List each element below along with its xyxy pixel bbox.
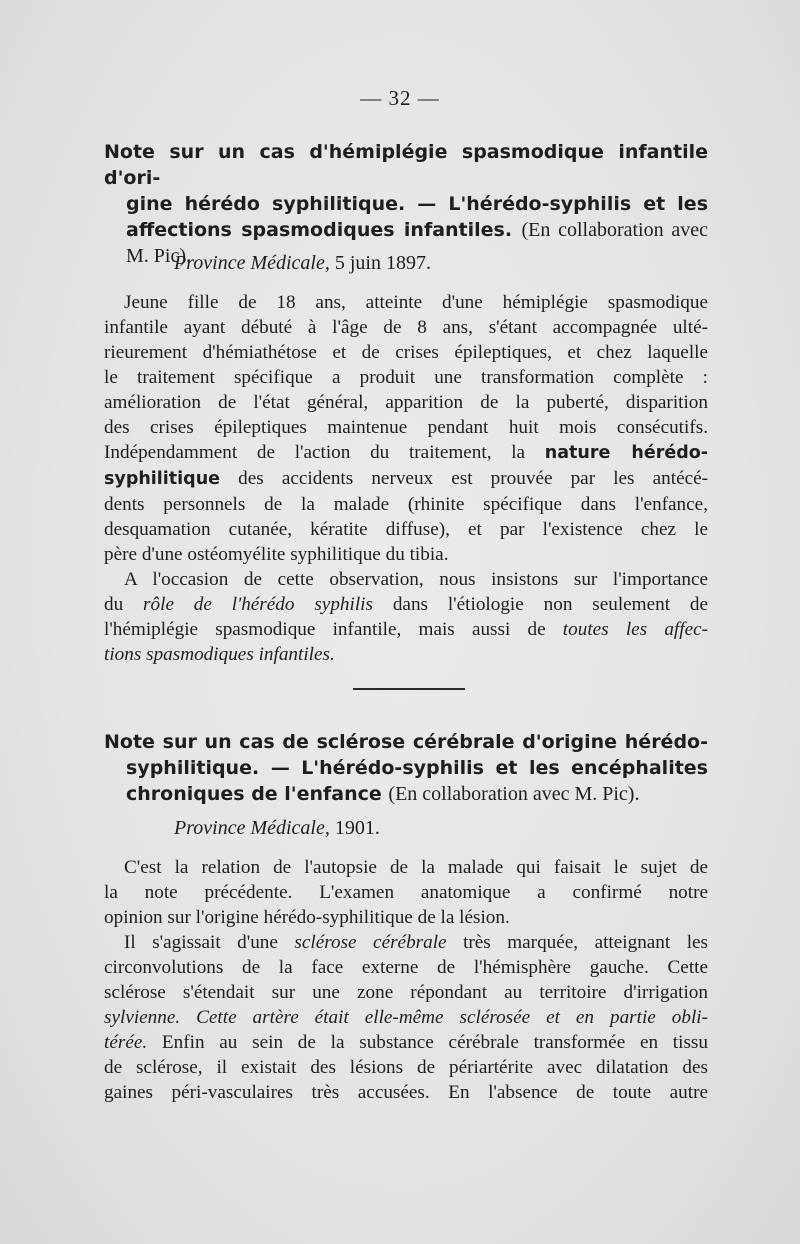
title-line: syphilitique. — L'hérédo-syphilis et les encéphalites	[126, 757, 708, 779]
text-line: circonvolutions de la face externe de l'hémisphère gauche. Cette	[104, 957, 708, 978]
text-line: C'est la relation de l'autopsie de la malade qui faisait le sujet de	[124, 857, 708, 878]
collaboration-note: (En collaboration avec	[521, 219, 709, 241]
page-number: — 32 —	[360, 86, 440, 110]
publication-date: 5 juin 1897.	[334, 252, 431, 274]
text-line	[104, 642, 708, 667]
text-line: térée. Enfin au sein de la substance cérébrale transformée en tissu	[104, 1032, 708, 1053]
text-line: syphilitique des accidents nerveux est prouvée par les antécé-	[104, 468, 709, 489]
text-line: l'hémiplégie spasmodique infantile, mais aussi de toutes les affec-	[104, 619, 708, 640]
journal-name: Province Médicale,	[174, 817, 330, 839]
collaboration-note: (En collaboration avec M. Pic).	[388, 783, 640, 805]
text-line: desquamation cutanée, kératite diffuse), et par l'existence chez le	[104, 519, 708, 540]
title-line: Note sur un cas de sclérose cérébrale d'origine hérédo-	[104, 731, 708, 753]
italic-term: toutes les affec-	[562, 619, 708, 640]
bold-term: nature hérédo-	[544, 443, 709, 463]
text-line: infantile ayant débuté à l'âge de 8 ans, s'étant accompagnée ulté-	[104, 317, 708, 338]
text-line: Il s'agissait d'une sclérose cérébrale très marquée, atteignant les	[124, 932, 709, 953]
text-line: du rôle de l'hérédo syphilis dans l'étiologie non seulement de	[104, 594, 709, 615]
article-2	[104, 729, 708, 807]
text-line: père d'une ostéomyélite syphilitique du tibia.	[104, 544, 449, 565]
text-line	[104, 1005, 708, 1030]
text-line: Jeune fille de 18 ans, atteinte d'une hémiplégie spasmodique	[124, 292, 708, 313]
paragraph	[104, 567, 708, 667]
section-divider	[353, 688, 465, 690]
text-line: amélioration de l'état général, apparition de la puberté, disparition	[104, 392, 708, 413]
title-line: Note sur un cas d'hémiplégie spasmodique infantile d'ori-	[104, 141, 708, 189]
text-line: opinion sur l'origine hérédo-syphilitique de la lésion.	[104, 907, 510, 928]
italic-term: sclérose cérébrale	[294, 932, 447, 953]
paragraph	[104, 930, 708, 1105]
title-line: chroniques de l'enfance	[126, 783, 382, 805]
title-line: gine hérédo syphilitique. — L'hérédo-syphilis et les	[126, 193, 708, 215]
title-line: affections spasmodiques infantiles.	[126, 219, 513, 241]
bold-term: syphilitique	[104, 469, 221, 489]
collaboration-note-end: M. Pic).	[126, 245, 191, 267]
article-2-body	[104, 855, 708, 1105]
text-line: dents personnels de la malade (rhinite spécifique dans l'enfance,	[104, 494, 708, 515]
text-line: gaines péri-vasculaires très accusées. En l'absence de toute autre	[104, 1082, 708, 1103]
text-line: A l'occasion de cette observation, nous insistons sur l'importance	[124, 569, 708, 590]
paragraph	[104, 855, 708, 930]
paragraph	[104, 290, 708, 567]
italic-term: térée.	[104, 1032, 148, 1053]
text-line: des crises épileptiques maintenue pendant huit mois consécutifs.	[104, 417, 708, 438]
text-line: sclérose s'étendait sur une zone répondant au territoire d'irrigation	[104, 982, 708, 1003]
article-1-source	[104, 250, 708, 276]
text-line: le traitement spécifique a produit une transformation complète :	[104, 367, 708, 388]
italic-term: tions spasmodiques infantiles.	[104, 644, 335, 665]
article-2-title	[104, 729, 708, 807]
text-line: Indépendamment de l'action du traitement, la nature hérédo-	[104, 442, 709, 463]
text-line: de sclérose, il existait des lésions de périartérite avec dilatation des	[104, 1057, 708, 1078]
publication-date: 1901.	[334, 817, 380, 839]
italic-term: rôle de l'hérédo syphilis	[143, 594, 373, 615]
article-1-body	[104, 290, 708, 667]
article-2-source	[104, 815, 708, 841]
text-line: la note précédente. L'examen anatomique a confirmé notre	[104, 882, 708, 903]
text-line: rieurement d'hémiathétose et de crises épileptiques, et chez laquelle	[104, 342, 708, 363]
italic-term: sylvienne. Cette artère était elle-même sclérosée et en partie obli-	[104, 1007, 708, 1028]
journal-name: Province Médicale,	[174, 252, 330, 274]
